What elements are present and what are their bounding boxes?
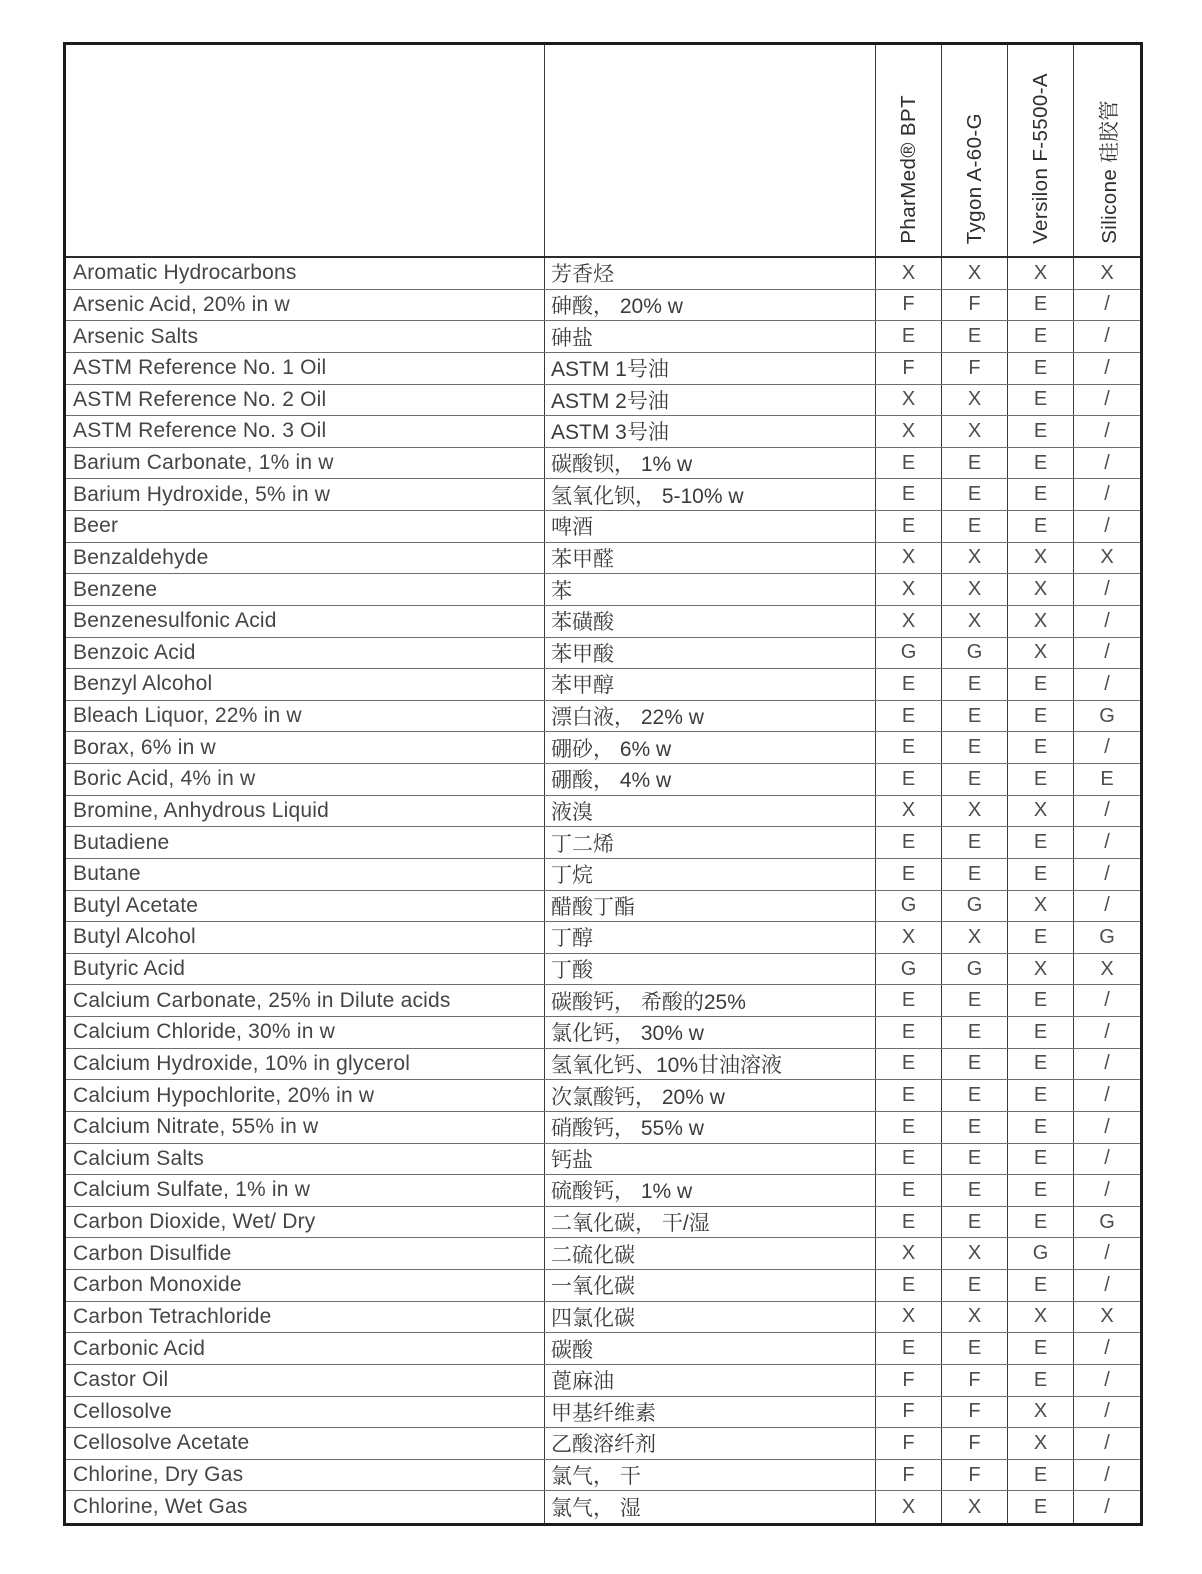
rating-tygon-a-60-g: E (942, 479, 1008, 510)
rating-tygon-a-60-g: E (942, 732, 1008, 763)
rating-tygon-a-60-g: E (942, 448, 1008, 479)
chemical-name-zh: 砷酸， 20% w (545, 290, 876, 321)
column-header-versilon-f-5500-a (1008, 45, 1074, 256)
rating-silicone: / (1104, 862, 1110, 885)
rating-silicone: / (1104, 1273, 1110, 1296)
rating-tygon-a-60-g: X (942, 416, 1008, 447)
rating-pharmed-bpt: E (876, 479, 942, 510)
rating-pharmed-bpt: X (876, 606, 942, 637)
chemical-name-zh: 甲基纤维素 (545, 1397, 876, 1428)
chemical-name-zh: 硫酸钙， 1% w (545, 1175, 876, 1206)
rating-tygon-a-60-g: X (942, 574, 1008, 605)
rating-silicone: / (1104, 1337, 1110, 1360)
table-row (66, 1302, 1140, 1334)
table-row (66, 1017, 1140, 1049)
rating-pharmed-bpt: F (876, 290, 942, 321)
table-row (66, 1175, 1140, 1207)
rating-pharmed-bpt: F (876, 1397, 942, 1428)
table-row (66, 954, 1140, 986)
table-row (66, 1112, 1140, 1144)
chemical-name-en: Carbon Tetrachloride (66, 1302, 545, 1333)
table-body (66, 258, 1140, 1523)
chemical-name-en: Bromine, Anhydrous Liquid (66, 796, 545, 827)
rating-pharmed-bpt: E (876, 1333, 942, 1364)
rating-tygon-a-60-g: X (942, 385, 1008, 416)
rating-versilon-f-5500-a: X (1008, 1302, 1074, 1333)
chemical-name-en: Borax, 6% in w (66, 732, 545, 763)
rating-versilon-f-5500-a: E (1008, 353, 1074, 384)
chemical-name-zh: 氢氧化钡， 5-10% w (545, 479, 876, 510)
rating-tygon-a-60-g: E (942, 859, 1008, 890)
chemical-name-zh: 丁酸 (545, 954, 876, 985)
rating-pharmed-bpt: E (876, 764, 942, 795)
chemical-name-en: Benzene (66, 574, 545, 605)
rating-silicone: X (1100, 1305, 1114, 1328)
chemical-name-en: Chlorine, Dry Gas (66, 1460, 545, 1491)
chemical-name-en: Beer (66, 511, 545, 542)
rating-silicone: / (1104, 514, 1110, 537)
rating-tygon-a-60-g: E (942, 1207, 1008, 1238)
rating-pharmed-bpt: X (876, 1302, 942, 1333)
chemical-name-en: Arsenic Salts (66, 321, 545, 352)
rating-versilon-f-5500-a: E (1008, 1491, 1074, 1523)
chemical-name-en: Calcium Hypochlorite, 20% in w (66, 1080, 545, 1111)
chemical-name-zh: 氯气， 湿 (545, 1491, 876, 1523)
chemical-name-en: Cellosolve Acetate (66, 1428, 545, 1459)
chemical-name-zh: 碳酸钡， 1% w (545, 448, 876, 479)
table-row (66, 701, 1140, 733)
chemical-name-en: Benzaldehyde (66, 543, 545, 574)
rating-tygon-a-60-g: G (942, 891, 1008, 922)
chemical-name-en: Butyl Acetate (66, 891, 545, 922)
table-row (66, 606, 1140, 638)
rating-versilon-f-5500-a: E (1008, 1270, 1074, 1301)
rating-pharmed-bpt: X (876, 1491, 942, 1523)
chemical-name-zh: 苯甲醇 (545, 669, 876, 700)
chemical-name-zh: 蓖麻油 (545, 1365, 876, 1396)
rating-versilon-f-5500-a: E (1008, 290, 1074, 321)
chemical-name-zh: 砷盐 (545, 321, 876, 352)
table-row (66, 859, 1140, 891)
rating-tygon-a-60-g: E (942, 1112, 1008, 1143)
rating-pharmed-bpt: E (876, 1270, 942, 1301)
chemical-name-en: Carbon Disulfide (66, 1238, 545, 1269)
table-row (66, 827, 1140, 859)
rating-silicone: / (1104, 1431, 1110, 1454)
rating-silicone: / (1104, 1052, 1110, 1075)
chemical-name-en: Cellosolve (66, 1397, 545, 1428)
rating-pharmed-bpt: G (876, 954, 942, 985)
rating-versilon-f-5500-a: E (1008, 511, 1074, 542)
rating-versilon-f-5500-a: E (1008, 1333, 1074, 1364)
chemical-name-en: Boric Acid, 4% in w (66, 764, 545, 795)
chemical-name-zh: 醋酸丁酯 (545, 891, 876, 922)
rating-tygon-a-60-g: E (942, 321, 1008, 352)
rating-tygon-a-60-g: X (942, 258, 1008, 289)
rating-silicone: / (1104, 831, 1110, 854)
rating-tygon-a-60-g: X (942, 1238, 1008, 1269)
chemical-name-zh: 硼酸， 4% w (545, 764, 876, 795)
rating-pharmed-bpt: X (876, 574, 942, 605)
table-row (66, 1491, 1140, 1523)
table-row (66, 985, 1140, 1017)
rating-tygon-a-60-g: E (942, 1017, 1008, 1048)
chemical-name-en: Chlorine, Wet Gas (66, 1491, 545, 1523)
rating-tygon-a-60-g: E (942, 764, 1008, 795)
chemical-name-en: Butane (66, 859, 545, 890)
rating-tygon-a-60-g: E (942, 1144, 1008, 1175)
rating-pharmed-bpt: E (876, 1080, 942, 1111)
chemical-name-en: Barium Carbonate, 1% in w (66, 448, 545, 479)
rating-versilon-f-5500-a: E (1008, 416, 1074, 447)
rating-pharmed-bpt: E (876, 669, 942, 700)
header-cell-english-name (66, 45, 545, 256)
rating-versilon-f-5500-a: E (1008, 764, 1074, 795)
rating-pharmed-bpt: X (876, 543, 942, 574)
chemical-name-en: Carbon Dioxide, Wet/ Dry (66, 1207, 545, 1238)
rating-pharmed-bpt: E (876, 1207, 942, 1238)
chemical-name-zh: 四氯化碳 (545, 1302, 876, 1333)
rating-pharmed-bpt: E (876, 1112, 942, 1143)
chemical-name-zh: 液溴 (545, 796, 876, 827)
rating-versilon-f-5500-a: E (1008, 859, 1074, 890)
table-row (66, 1080, 1140, 1112)
table-row (66, 1365, 1140, 1397)
rating-silicone: / (1104, 356, 1110, 379)
chemical-name-en: Bleach Liquor, 22% in w (66, 701, 545, 732)
rating-silicone: G (1099, 704, 1115, 727)
table-row (66, 1207, 1140, 1239)
rating-tygon-a-60-g: F (942, 1460, 1008, 1491)
rating-versilon-f-5500-a: E (1008, 669, 1074, 700)
rating-silicone: / (1104, 1495, 1110, 1518)
rating-silicone: / (1104, 483, 1110, 506)
rating-tygon-a-60-g: X (942, 543, 1008, 574)
column-header-silicone (1074, 45, 1140, 256)
chemical-name-zh: 丁烷 (545, 859, 876, 890)
rating-pharmed-bpt: F (876, 1460, 942, 1491)
rating-tygon-a-60-g: F (942, 1428, 1008, 1459)
chemical-name-en: Carbonic Acid (66, 1333, 545, 1364)
column-header-tygon-a-60-g (942, 45, 1008, 256)
rating-versilon-f-5500-a: E (1008, 1080, 1074, 1111)
chemical-name-zh: 硝酸钙， 55% w (545, 1112, 876, 1143)
rating-tygon-a-60-g: X (942, 606, 1008, 637)
chemical-name-zh: 苯磺酸 (545, 606, 876, 637)
rating-pharmed-bpt: F (876, 1365, 942, 1396)
rating-silicone: / (1104, 799, 1110, 822)
chemical-name-en: Carbon Monoxide (66, 1270, 545, 1301)
table-row (66, 321, 1140, 353)
chemical-name-en: Calcium Sulfate, 1% in w (66, 1175, 545, 1206)
chemical-name-en: Butadiene (66, 827, 545, 858)
rating-pharmed-bpt: G (876, 891, 942, 922)
rating-silicone: G (1099, 925, 1115, 948)
rating-pharmed-bpt: E (876, 827, 942, 858)
rating-tygon-a-60-g: X (942, 1302, 1008, 1333)
rating-versilon-f-5500-a: X (1008, 891, 1074, 922)
chemical-name-zh: ASTM 1号油 (545, 353, 876, 384)
rating-pharmed-bpt: E (876, 1175, 942, 1206)
rating-versilon-f-5500-a: E (1008, 922, 1074, 953)
chemical-name-en: ASTM Reference No. 3 Oil (66, 416, 545, 447)
table-row (66, 416, 1140, 448)
rating-versilon-f-5500-a: E (1008, 1460, 1074, 1491)
table-row (66, 1428, 1140, 1460)
rating-tygon-a-60-g: E (942, 1333, 1008, 1364)
rating-pharmed-bpt: X (876, 258, 942, 289)
chemical-name-zh: 次氯酸钙， 20% w (545, 1080, 876, 1111)
chemical-name-zh: 丁二烯 (545, 827, 876, 858)
table-row (66, 1270, 1140, 1302)
table-row (66, 1333, 1140, 1365)
rating-versilon-f-5500-a: G (1008, 1238, 1074, 1269)
rating-tygon-a-60-g: E (942, 985, 1008, 1016)
table-row (66, 796, 1140, 828)
rating-versilon-f-5500-a: E (1008, 321, 1074, 352)
chemical-name-en: Calcium Nitrate, 55% in w (66, 1112, 545, 1143)
rating-silicone: / (1104, 293, 1110, 316)
rating-silicone: / (1104, 578, 1110, 601)
rating-versilon-f-5500-a: E (1008, 1365, 1074, 1396)
rating-versilon-f-5500-a: E (1008, 732, 1074, 763)
rating-silicone: / (1104, 1084, 1110, 1107)
rating-silicone: / (1104, 672, 1110, 695)
rating-versilon-f-5500-a: E (1008, 1144, 1074, 1175)
rating-pharmed-bpt: E (876, 859, 942, 890)
header-row (66, 45, 1140, 258)
chemical-name-en: Benzyl Alcohol (66, 669, 545, 700)
chemical-name-zh: 氯化钙， 30% w (545, 1017, 876, 1048)
rating-tygon-a-60-g: F (942, 290, 1008, 321)
chemical-name-zh: 苯 (545, 574, 876, 605)
rating-tygon-a-60-g: F (942, 1397, 1008, 1428)
rating-silicone: / (1104, 989, 1110, 1012)
table-row (66, 574, 1140, 606)
rating-silicone: / (1104, 1368, 1110, 1391)
rating-silicone: / (1104, 419, 1110, 442)
rating-pharmed-bpt: E (876, 701, 942, 732)
rating-pharmed-bpt: E (876, 511, 942, 542)
table-row (66, 1460, 1140, 1492)
rating-tygon-a-60-g: G (942, 638, 1008, 669)
table-row (66, 891, 1140, 923)
chemical-name-zh: 丁醇 (545, 922, 876, 953)
rating-pharmed-bpt: X (876, 922, 942, 953)
chemical-name-en: Calcium Chloride, 30% in w (66, 1017, 545, 1048)
rating-pharmed-bpt: E (876, 1017, 942, 1048)
chemical-name-zh: 二硫化碳 (545, 1238, 876, 1269)
chemical-name-en: Butyric Acid (66, 954, 545, 985)
table-row (66, 669, 1140, 701)
rating-pharmed-bpt: E (876, 732, 942, 763)
column-header-pharmed-bpt (876, 45, 942, 256)
chemical-name-zh: 碳酸钙， 希酸的25% (545, 985, 876, 1016)
rating-pharmed-bpt: E (876, 1049, 942, 1080)
rating-silicone: / (1104, 1463, 1110, 1486)
rating-silicone: / (1104, 641, 1110, 664)
rating-tygon-a-60-g: F (942, 1365, 1008, 1396)
rating-versilon-f-5500-a: E (1008, 1017, 1074, 1048)
table-row (66, 511, 1140, 543)
rating-silicone: / (1104, 1400, 1110, 1423)
chemical-name-en: Calcium Hydroxide, 10% in glycerol (66, 1049, 545, 1080)
rating-silicone: / (1104, 1147, 1110, 1170)
rating-pharmed-bpt: X (876, 385, 942, 416)
chemical-name-zh: 苯甲酸 (545, 638, 876, 669)
table-row (66, 922, 1140, 954)
table-row (66, 638, 1140, 670)
rating-pharmed-bpt: F (876, 1428, 942, 1459)
rating-silicone: / (1104, 609, 1110, 632)
table-row (66, 1397, 1140, 1429)
rating-pharmed-bpt: X (876, 796, 942, 827)
column-header-label: Versilon F-5500-A (1028, 73, 1052, 244)
table-row (66, 1238, 1140, 1270)
rating-pharmed-bpt: X (876, 416, 942, 447)
rating-pharmed-bpt: G (876, 638, 942, 669)
rating-pharmed-bpt: F (876, 353, 942, 384)
rating-tygon-a-60-g: E (942, 701, 1008, 732)
chemical-name-zh: 硼砂， 6% w (545, 732, 876, 763)
rating-versilon-f-5500-a: X (1008, 606, 1074, 637)
rating-tygon-a-60-g: E (942, 1049, 1008, 1080)
chemical-name-zh: 啤酒 (545, 511, 876, 542)
rating-silicone: / (1104, 1020, 1110, 1043)
rating-tygon-a-60-g: X (942, 796, 1008, 827)
rating-tygon-a-60-g: E (942, 669, 1008, 700)
table-row (66, 1144, 1140, 1176)
table-row (66, 543, 1140, 575)
rating-silicone: / (1104, 1115, 1110, 1138)
rating-silicone: / (1104, 388, 1110, 411)
chemical-name-zh: 苯甲醛 (545, 543, 876, 574)
rating-versilon-f-5500-a: E (1008, 1049, 1074, 1080)
chemical-name-zh: 钙盐 (545, 1144, 876, 1175)
rating-silicone: / (1104, 894, 1110, 917)
rating-versilon-f-5500-a: E (1008, 701, 1074, 732)
rating-versilon-f-5500-a: X (1008, 543, 1074, 574)
rating-versilon-f-5500-a: X (1008, 1428, 1074, 1459)
column-header-label: PharMed® BPT (896, 95, 920, 244)
rating-silicone: X (1100, 957, 1114, 980)
chemical-name-en: Aromatic Hydrocarbons (66, 258, 545, 289)
rating-versilon-f-5500-a: E (1008, 1175, 1074, 1206)
rating-silicone: X (1100, 261, 1114, 284)
chemical-name-en: ASTM Reference No. 1 Oil (66, 353, 545, 384)
rating-pharmed-bpt: E (876, 321, 942, 352)
rating-tygon-a-60-g: E (942, 1270, 1008, 1301)
chemical-name-zh: 氢氧化钙、10%甘油溶液 (545, 1049, 876, 1080)
column-header-label: Tygon A-60-G (962, 112, 986, 244)
chemical-name-zh: 漂白液， 22% w (545, 701, 876, 732)
rating-tygon-a-60-g: G (942, 954, 1008, 985)
chemical-name-zh: 乙酸溶纤剂 (545, 1428, 876, 1459)
column-header-label: Silicone 硅胶管 (1098, 100, 1121, 244)
header-cell-chinese-name (545, 45, 876, 256)
rating-versilon-f-5500-a: X (1008, 638, 1074, 669)
chemical-name-zh: 氯气， 干 (545, 1460, 876, 1491)
rating-silicone: X (1100, 546, 1114, 569)
rating-pharmed-bpt: E (876, 985, 942, 1016)
rating-silicone: / (1104, 1242, 1110, 1265)
rating-versilon-f-5500-a: E (1008, 1207, 1074, 1238)
rating-versilon-f-5500-a: X (1008, 954, 1074, 985)
table-row (66, 353, 1140, 385)
chemical-name-zh: ASTM 3号油 (545, 416, 876, 447)
rating-tygon-a-60-g: E (942, 1080, 1008, 1111)
rating-versilon-f-5500-a: E (1008, 985, 1074, 1016)
rating-versilon-f-5500-a: X (1008, 796, 1074, 827)
table-row (66, 732, 1140, 764)
table-row (66, 764, 1140, 796)
table-row (66, 479, 1140, 511)
chemical-name-zh: 芳香烃 (545, 258, 876, 289)
rating-tygon-a-60-g: E (942, 511, 1008, 542)
rating-pharmed-bpt: E (876, 448, 942, 479)
rating-versilon-f-5500-a: E (1008, 1112, 1074, 1143)
rating-silicone: / (1104, 736, 1110, 759)
rating-silicone: G (1099, 1210, 1115, 1233)
rating-versilon-f-5500-a: E (1008, 479, 1074, 510)
rating-tygon-a-60-g: E (942, 1175, 1008, 1206)
table-row (66, 385, 1140, 417)
chemical-name-zh: ASTM 2号油 (545, 385, 876, 416)
chemical-name-en: Castor Oil (66, 1365, 545, 1396)
rating-pharmed-bpt: X (876, 1238, 942, 1269)
chemical-name-en: Calcium Carbonate, 25% in Dilute acids (66, 985, 545, 1016)
chemical-compatibility-table (63, 42, 1143, 1526)
rating-silicone: / (1104, 1178, 1110, 1201)
rating-versilon-f-5500-a: X (1008, 1397, 1074, 1428)
table-row (66, 1049, 1140, 1081)
chemical-name-zh: 二氧化碳， 干/湿 (545, 1207, 876, 1238)
table-row (66, 258, 1140, 290)
chemical-name-en: Benzenesulfonic Acid (66, 606, 545, 637)
rating-silicone: E (1100, 767, 1114, 790)
rating-silicone: / (1104, 451, 1110, 474)
rating-versilon-f-5500-a: E (1008, 827, 1074, 858)
rating-tygon-a-60-g: F (942, 353, 1008, 384)
rating-versilon-f-5500-a: X (1008, 574, 1074, 605)
chemical-name-en: Calcium Salts (66, 1144, 545, 1175)
chemical-name-en: Barium Hydroxide, 5% in w (66, 479, 545, 510)
table-row (66, 448, 1140, 480)
chemical-name-en: ASTM Reference No. 2 Oil (66, 385, 545, 416)
table-row (66, 290, 1140, 322)
rating-tygon-a-60-g: X (942, 922, 1008, 953)
rating-pharmed-bpt: E (876, 1144, 942, 1175)
chemical-name-zh: 一氧化碳 (545, 1270, 876, 1301)
chemical-name-en: Benzoic Acid (66, 638, 545, 669)
chemical-name-en: Arsenic Acid, 20% in w (66, 290, 545, 321)
rating-silicone: / (1104, 325, 1110, 348)
rating-versilon-f-5500-a: E (1008, 385, 1074, 416)
chemical-name-en: Butyl Alcohol (66, 922, 545, 953)
rating-tygon-a-60-g: E (942, 827, 1008, 858)
chemical-name-zh: 碳酸 (545, 1333, 876, 1364)
rating-tygon-a-60-g: X (942, 1491, 1008, 1523)
rating-versilon-f-5500-a: E (1008, 448, 1074, 479)
rating-versilon-f-5500-a: X (1008, 258, 1074, 289)
